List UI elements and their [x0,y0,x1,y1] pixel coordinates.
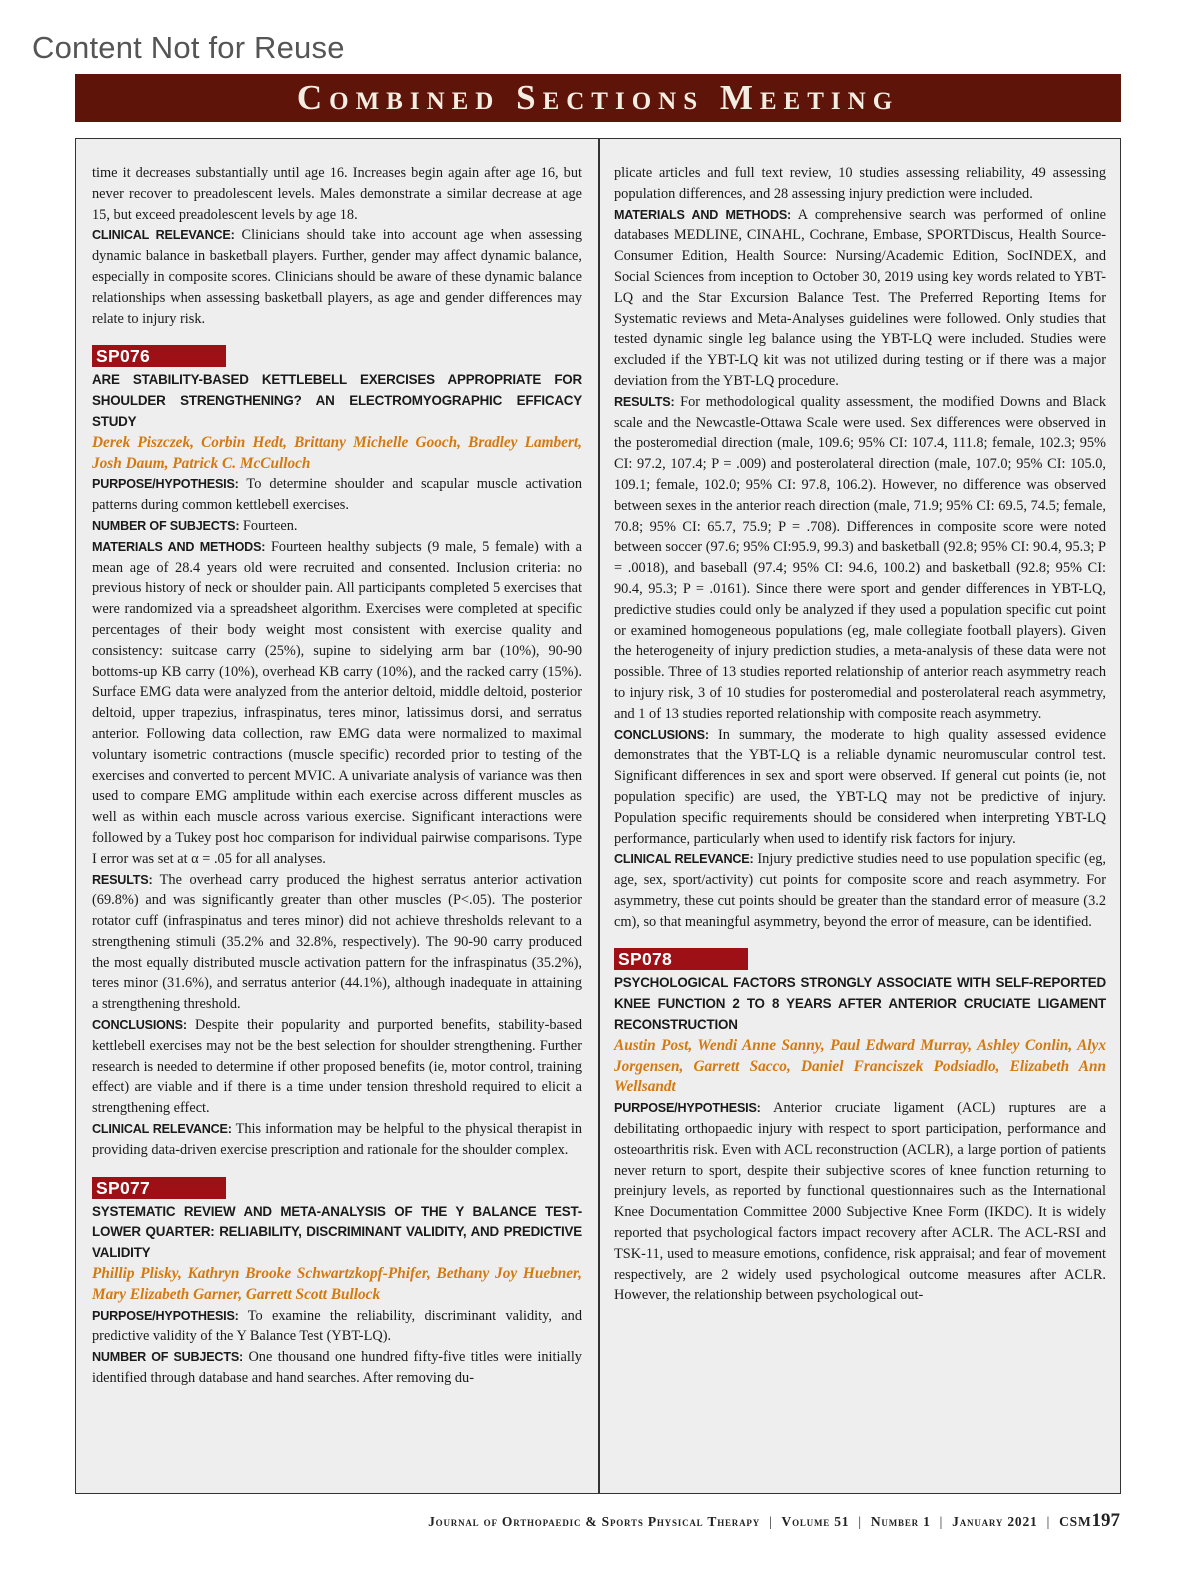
journal-number: Number 1 [870,1514,931,1529]
article-frame [75,138,1121,1494]
abstract-title-sp076: ARE STABILITY-BASED KETTLEBELL EXERCISES APPROPRIATE FOR SHOULDER STRENGTHENING? AN ELECTROMYOGRAPHIC EFFICACY STUDY [92,372,582,429]
sp077-purpose: PURPOSE/HYPOTHESIS: To examine the reliability, discriminant validity, and predictive validity of the Y Balance Test (YBT-LQ). [92,1307,582,1345]
abstract-tag-sp078: SP078 [614,948,748,970]
abstract-title-sp078: PSYCHOLOGICAL FACTORS STRONGLY ASSOCIATE WITH SELF-REPORTED KNEE FUNCTION 2 TO 8 YEARS AFTER ANTERIOR CRUCIATE LIGAMENT RECONSTRUCTION [614,975,1106,1033]
sp076-subjects: NUMBER OF SUBJECTS: Fourteen. [92,517,298,534]
sp078-purpose: PURPOSE/HYPOTHESIS: Anterior cruciate ligament (ACL) ruptures are a debilitating orthopaedic injury with respect to sport participation, performance and osteoarthritis risk. Even with ACL reconstruction (ACLR), a large portion of patients never return to sport, despite their subjective scores of knee function returning to preinjury levels, as reported by functional questionnaires such as the International Knee Documentation Committee 2000 Subjective Knee Form (IKDC). It is widely reported that psychological factors impact recovery after ACLR. The ACL-RSI and TSK-11, used to measure emotions, confidence, risk appraisal; and fear of movement respectively, are 2 widely used psychological outcome measures after ACLR. However, the relationship between psychological out- [614,1100,1106,1304]
abstract-authors-sp078: Austin Post, Wendi Anne Sanny, Paul Edward Murray, Ashley Conlin, Alyx Jorgensen, Garrett Sacco, Daniel Franciszek Podsiadlo, Elizabeth Ann Wellsandt [614,1036,1106,1096]
column-divider [598,139,600,1493]
journal-volume: Volume 51 [781,1514,850,1529]
page-number: 197 [1091,1510,1120,1531]
abstract-tag-sp077: SP077 [92,1177,226,1199]
page-footer: Journal of Orthopaedic & Sports Physical Therapy | Volume 51 | Number 1 | January 2021 | CSM 197 [428,1510,1120,1531]
sp076-clinical-relevance: CLINICAL RELEVANCE: This information may be helpful to the physical therapist in providing data-driven exercise prescription and rationale for the shoulder complex. [92,1121,583,1158]
intro-clinical-relevance: CLINICAL RELEVANCE: Clinicians should take into account age when assessing dynamic balance in basketball players. Further, gender may affect dynamic balance, especially in composite scores. Clinicians should be aware of these dynamic balance relationships when assessing basketball players, as age and gender differences may relate to injury risk. [92,227,582,327]
abstract-authors-sp076: Derek Piszczek, Corbin Hedt, Brittany Michelle Gooch, Bradley Lambert, Josh Daum, Patrick C. McCulloch [92,433,582,472]
sp077-conclusions: CONCLUSIONS: In summary, the moderate to high quality assessed evidence demonstrates that the YBT-LQ is a reliable dynamic neuromuscular control test. Significant differences in sex and sport were observed. If general cut points (ie, not population specific) are used, the YBT-LQ may not be predictive of injury. Population specific requirements should be considered when interpreting YBT-LQ performance, particularly when used to identify risk factors for injury. [614,726,1106,847]
abstract-title-sp077: SYSTEMATIC REVIEW AND META-ANALYSIS OF THE Y BALANCE TEST-LOWER QUARTER: RELIABILITY, DISCRIMINANT VALIDITY, AND PREDICTIVE VALIDITY [92,1203,582,1261]
journal-date: January 2021 [952,1514,1038,1529]
journal-name: Journal of Orthopaedic & Sports Physical Therapy [428,1514,761,1529]
sp077-results: RESULTS: For methodological quality assessment, the modified Downs and Black scale and the Newcastle-Ottawa Scale were used. Sex differences were observed in the posteromedial direction (male, 109.6; 95% CI: 107.4, 111.8; female, 102.3; 95% CI: 97.2, 107.4; P = .009) and posterolateral direction (male, 107.0; 95% CI: 105.0, 109.1; female, 102.0; 95% CI: 97.8, 106.2). However, no difference was observed between sexes in the anterior reach direction (male, 71.9; 95% CI: 69.5, 74.5; female, 70.8; 95% CI: 65.7, 75.9; P = .708). Differences in composite score were noted between soccer (97.6; 95% CI:95.9, 99.3) and basketball (92.8; 95% CI: 90.4, 95.3; P = .0018), and baseball (97.4; 95% CI: 94.6, 100.2) and basketball (92.8; 95% CI: 90.4, 95.3; P = .0161). Since there were sport and gender differences in YBT-LQ, predictive studies could only be analyzed if they used a population specific cut point or examined homogeneous populations (eg, male collegiate football players). Given the heterogeneity of injury prediction studies, a meta-analysis of these data were not possible. Three of 13 studies reported relationship of anterior reach asymmetry reach to injury risk, 3 of 10 studies for posteromedial and posterolateral reach asymmetry, and 1 of 13 studies reported relationship with composite reach asymmetry. [614,393,1106,722]
sp077-methods: MATERIALS AND METHODS: A comprehensive search was performed of online databases MEDLINE, CINAHL, Cochrane, Embase, SPORTDiscus, Health Source-Consumer Edition, Health Source: Nursing/Academic Edition, SocINDEX, and Social Sciences from inception to October 30, 2019 using key words related to YBT-LQ and the Star Excursion Balance Test. The Preferred Reporting Items for Systematic reviews and Meta-Analyses guidelines were followed. Only studies that tested dynamic single leg balance using the YBT-LQ were included. Studies were excluded if the YBT-LQ kit was not utilized during testing or if there was a major deviation from the YBT-LQ procedure. [614,206,1106,389]
abstract-authors-sp077: Phillip Plisky, Kathryn Brooke Schwartzkopf-Phifer, Bethany Joy Huebner, Mary Elizabeth Garner, Garrett Scott Bullock [92,1265,582,1303]
sp077-clinical-relevance: CLINICAL RELEVANCE: Injury predictive studies need to use population specific (eg, age, sex, sport/activity) cut points for composite score and reach asymmetry. For asymmetry, these cut points should be greater than the standard error of measure (3.2 cm), so that meaningful asymmetry, beyond the error of measure, can be identified. [614,851,1106,930]
page-csm-label: CSM [1059,1514,1092,1529]
sp076-methods: MATERIALS AND METHODS: Fourteen healthy subjects (9 male, 5 female) with a mean age of 28.4 years old were recruited and consented. Inclusion criteria: no previous history of neck or shoulder pain. All participants completed 5 exercises that were randomized via a spreadsheet algorithm. Exercises were completed at specific percentages of their body weight most consistent with exercise quality and consistency: suitcase carry (25%), supine to sidelying arm bar (10%), 90-90 bottoms-up KB carry (10%), overhead KB carry (10%), and the racked carry (15%). Surface EMG data were analyzed from the anterior deltoid, middle deltoid, posterior deltoid, upper trapezius, infraspinatus, teres minor, latissimus dorsi, and serratus anterior. Following data collection, raw EMG data were normalized to maximal voluntary isometric contractions (muscle specific) recorded prior to testing of the exercises and converted to percent MVIC. A univariate analysis of variance was then used to compare EMG amplitude within each exercise across different muscles as well as within each muscle across various exercise. Significant interactions were followed by a Tukey post hoc comparison for individual pairwise comparisons. Type I error was set at α = .05 for all analyses. [92,538,582,867]
left-column [92,163,582,1389]
sp077-subjects: NUMBER OF SUBJECTS: One thousand one hundred fifty-five titles were initially identified through database and hand searches. After removing du- [92,1349,582,1387]
right-column [614,163,1106,1306]
abstract-tag-sp076: SP076 [92,345,226,367]
intro-paragraph: time it decreases substantially until age 16. Increases begin again after age 16, but never recover to preadolescent levels. Males demonstrate a similar decrease at age 15, but exceed preadolescent levels by age 18. [92,165,582,223]
sp076-purpose: PURPOSE/HYPOTHESIS: To determine shoulder and scapular muscle activation patterns during common kettlebell exercises. [92,476,582,514]
sp076-conclusions: CONCLUSIONS: Despite their popularity and purported benefits, stability-based kettlebell exercises may not be the best selection for shoulder strengthening. Further research is needed to determine if other proposed benefits (ie, motor control, training effect) are viable and if there is a time under tension threshold required to elicit a strengthening effect. [92,1017,582,1117]
sp076-results: RESULTS: The overhead carry produced the highest serratus anterior activation (69.8%) and was significantly greater than other muscles (P<.05). The posterior rotator cuff (infraspinatus and teres minor) did not achieve thresholds relevant to a strengthening stimuli (35.2% and 32.8%, respectively). The 90-90 carry produced the most equally distributed muscle activation pattern for the infraspinatus (35.2%), teres minor (31.6%), and serratus anterior (44.1%), although inadequate in attaining a strengthening threshold. [92,871,582,1013]
section-banner: Combined Sections Meeting [75,74,1121,122]
sp077-subjects-continued: plicate articles and full text review, 10 studies assessing reliability, 49 assessing population differences, and 28 assessing injury prediction were included. [614,165,1106,202]
watermark: Content Not for Reuse [32,30,345,65]
